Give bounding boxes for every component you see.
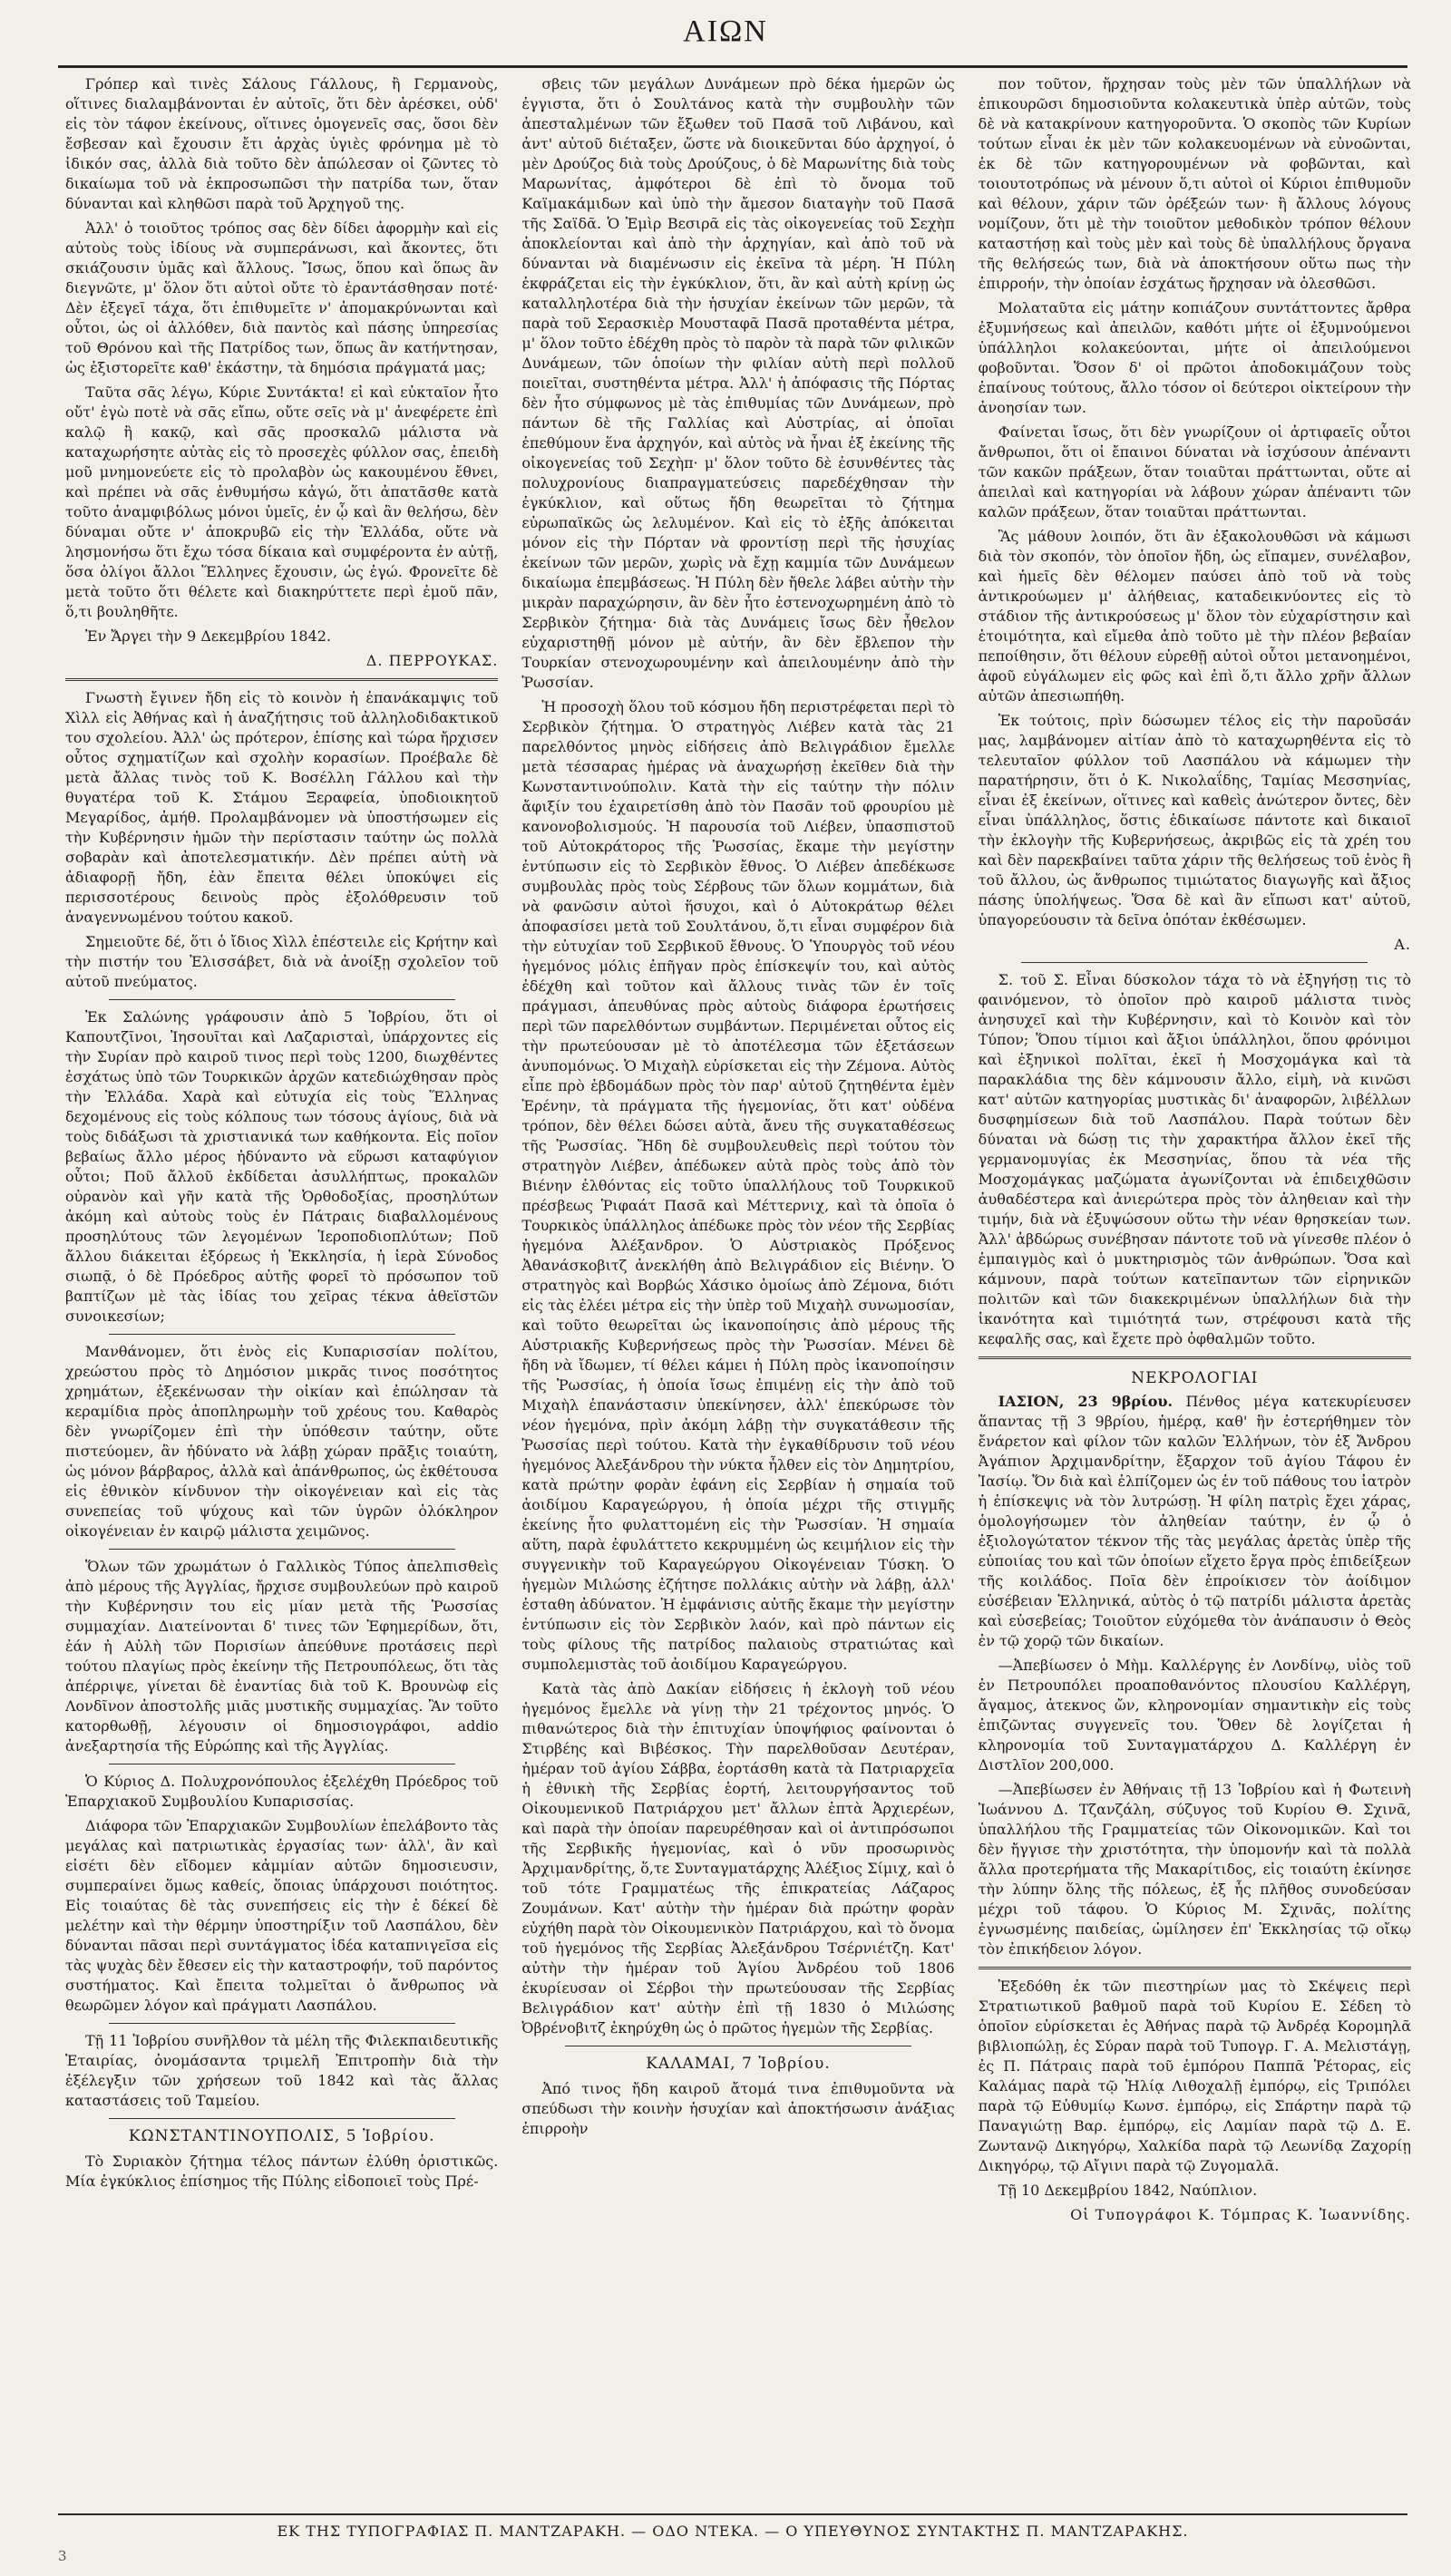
article-paragraph: Μανθάνομεν, ὅτι ἑνὸς εἰς Κυπαρισσίαν πολίτου, χρεώστου πρὸς τὸ Δημόσιον μικρᾶς τινος ποσότητος χρημάτων, ἐξεκένωσαν τὴν οἰκίαν καὶ ἐπώλησαν τὰ κεραμίδια πρὸς ἀποπληρωμὴν τοῦ χρέους του. Καθαρὸς δὲν γνωρίζομεν ἐπὶ τὴν ὑπόθεσιν ταύτην, οὔτε πιστεύομεν, ἂν ἠδύνατο νὰ λάβῃ χώραν πρᾶξις τοιαύτη, ὡς μόνον βάρβαρος, ἀλλὰ καὶ ἀπάνθρωπος, ὡς ἐκθέτουσα εἰς ἐθνικὸν κίνδυνον τὴν οἰκογένειαν καὶ εἰς τὰς συνεπείας τοῦ ψύχους καὶ τῶν ὑγρῶν ὁλόκληρον οἰκογένειαν ἐν καιρῷ μάλιστα χειμῶνος. <box>65 1343 499 1540</box>
article-paragraph: Ἐν Ἄργει τὴν 9 Δεκεμβρίου 1842. <box>85 627 332 645</box>
article-divider <box>109 1334 455 1335</box>
column-3 <box>979 74 1411 2486</box>
article-paragraph: Ἂς μάθουν λοιπόν, ὅτι ἂν ἐξακολουθῶσι νὰ κάμωσι διὰ τὸν σκοπόν, τὸν ὁποῖον ἤδη, ὡς εἴπαμεν, συνέλαβον, καὶ ἡμεῖς δὲν θέλομεν παύσει ἀπὸ τοῦ νὰ τοὺς ἀντικρούωμεν μ' ἀλήθειας, καταδεικνύοντες εἰς τὸ στάδιον τῆς ἀντικρούσεως μ' ὅλον τὸν εὐχαρίστησιν καὶ ἑτοιμότητα, καὶ εἴμεθα ἀπὸ τοῦτο μὲ τὴν πλέον βεβαίαν πεποίθησιν, ὅτι θέλουν εὑρεθῇ αὐτοὶ οὗτοι μετανοημένοι, ἀφοῦ εὐγάλωμεν εἰς φῶς καὶ ἐπὶ ὅ,τι ἄλλο χρῆν ἄλλων αὐτῶν ἀπεσιωπήθη. <box>978 528 1411 705</box>
masthead-rule <box>58 65 1407 68</box>
article-paragraph: Κατὰ τὰς ἀπὸ Δακίαν εἰδήσεις ἡ ἐκλογὴ τοῦ νέου ἡγεμόνος ἔμελλε νὰ γίνῃ τὴν 21 τρέχοντος μηνός. Ὁ πιθανώτερος διὰ τὴν ἐπιτυχίαν ὑποψήφιος φαίνονται ὁ Στιρβέης καὶ Βιβέσκος. Τὴν παρελθοῦσαν Δευτέραν, ἡμέραν τοῦ ἁγίου Σάββα, ἑορτάσθη κατὰ τὰ Πατριαρχεῖα ἡ ἐθνικὴ τῆς Σερβίας ἑορτή, λειτουργήσαντος τοῦ Οἰκουμενικοῦ Πατριάρχου μετ' ἄλλων ἑπτὰ Ἀρχιερέων, καὶ παρὰ τὴν ὁποίαν παρευρέθησαν καὶ οἱ ἀντιπρόσωποι τῆς Σερβικῆς ἡγεμονίας, καὶ ὁ νῦν προσωρινὸς Ἀρχιμανδρίτης, ὅ,τε Συνταγματάρχης Ἀλέξιος Σίμιχ, καὶ ὁ τοῦ τότε Γραμματέως τῆς ἐπικρατείας Λάζαρος Ζουμάνων. Κατ' αὐτὴν τὴν ἡμέραν διὰ πρώτην φορὰν εὐχήθη παρὰ τὸν Οἰκουμενικὸν Πατριάρχου, καὶ τὸ ὄνομα τοῦ ἡγεμόνος τῆς Σερβίας Ἀλεξάνδρου Τσέρνιέτζη. Κατ' αὐτὴν τὴν ἡμέραν τοῦ Ἁγίου Ἀνδρέου τοῦ 1806 ἐκυρίευσαν οἱ Σέρβοι τὴν πρωτεύουσαν τῆς Σερβίας Βελιγράδιον κατ' αὐτὴν ἐπὶ τῇ 1830 ὁ Μιλώσης Ὀβρένοβιτζ ἐκηρύχθη ὡς ὁ πρῶτος ἡγεμὼν τῆς Σερβίας. <box>521 1680 955 2036</box>
article-paragraph: Ἐξεδόθη ἐκ τῶν πιεστηρίων μας τὸ Σκέψεις περὶ Στρατιωτικοῦ βαθμοῦ παρὰ τοῦ Κυρίου Ε. Σέδεη τὸ ὁποῖον εὑρίσκεται ἐς Ἀθήνας παρὰ τῷ Ἀνδρέᾳ Κορομηλᾶ βιβλιοπώλῃ, ἐς Σύραν παρὰ τοῦ Τυπογρ. Γ. Α. Μελιστάγῃ, ἐς Π. Πάτραις παρὰ τοῦ ἐμπόρου Παππᾶ Ῥέτορας, εἰς Καλάμας παρὰ τῷ Ἠλίᾳ Λιθοχαλῇ ἐμπόρῳ, εἰς Τριπόλει παρὰ τῷ Εὐθυμίῳ Κωνσ. ἐμπόρῳ, εἰς Σπάρτην παρὰ τῷ Παναγιώτῃ Βαρ. ἐμπόρῳ, εἰς Λαμίαν παρὰ τῷ Δ. Ε. Ζωντανῷ Δικηγόρῳ, Χαλκίδα παρὰ τῷ Λεωνίδᾳ Ζαχορίῃ Δικηγόρῳ, τῷ Αἴγινι παρὰ τῷ Ζυγομαλᾶ. <box>978 1978 1411 2174</box>
article-paragraph: Γρόπερ καὶ τινὲς Σάλους Γάλλους, ἢ Γερμανοὺς, οἵτινες διαλαμβάνονται ἐν αὐτοῖς, ὅτι δὲν ἀρέσκει, οὐδ' εἰς τὸν τάφον ἐκείνους, οἵτινες ὁμογενεῖς σας, ὅσοι δὲν ἔσβεσαν καὶ ἔχουσιν ἔτι ἀρχὰς ὑγιὲς φρόνημα μὲ τὸ ἰδικόν σας, ἀλλὰ διὰ τοῦτο δὲν ἀπώλεσαν οἱ ζῶντες τὸ δικαίωμα τοῦ νὰ ἐκπροσωπῶσι τὴν πατρίδα των, ὅταν δύνανται καὶ κληθῶσι παρὰ τοῦ Ἀρχηγοῦ της. <box>65 75 499 212</box>
article-paragraph: —Ἀπεβίωσεν ἐν Ἀθήναις τῇ 13 Ἰοβρίου καὶ ἡ Φωτεινὴ Ἰωάννου Δ. Τζανζάλη, σύζυγος τοῦ Κυρίου Θ. Σχινᾶ, ὑπαλλήλου τῆς Γραμματείας τῶν Οἰκονομικῶν. Καὶ τοι δὲν ἤγγισε τὴν χριστότητα, τὴν ὑπομονήν καὶ τὰ πολλὰ ἄλλα προτερήματα τῆς Μακαρίτιδος, εἰς τοιαύτη ἐκίνησε τὴν λύπην ὅλης τῆς πόλεως, ἐξ ἧς πλῆθος συνοδεύσαν μέχρι τοῦ τάφου. Ὁ Κύριος Μ. Σχινᾶς, πολίτης ἐγνωσμένης παιδείας, ὡμίλησεν ἐπ' Ἐκκλησίας τῷ οἴκῳ τὸν ἐπικήδειον λόγον. <box>978 1781 1411 1958</box>
obituary-dateline: ΙΑΣΙΟΝ, 23 9βρίου. <box>998 1393 1173 1410</box>
article-paragraph: Σημειοῦτε δέ, ὅτι ὁ ἴδιος Χὶλλ ἐπέστειλε εἰς Κρήτην καὶ τὴν πιστήν του Ἐλισσάβετ, διὰ νὰ ἀνοίξῃ σχολεῖον τοῦ αὐτοῦ πνεύματος. <box>65 933 499 990</box>
article-paragraph: Ἐκ Σαλώνης γράφουσιν ἀπὸ 5 Ἰοβρίου, ὅτι οἱ Καπουτζῖνοι, Ἰησουῖται καὶ Λαζαρισταὶ, ὑπάρχοντες εἰς τὴν Συρίαν πρὸ καιροῦ τινος περὶ τοὺς 1200, διωχθέντες ἐσχάτως ὑπὸ τῶν Τουρκικῶν ἀρχῶν κατεδιώχθησαν πρὸς τὴν Ἑλλάδα. Χαρὰ καὶ εὐτυχία εἰς τοὺς Ἕλληνας δεχομένους εἰς τοὺς κόλπους των τόσους ἁγίους, διὰ νὰ τοὺς διδάξωσι τὰ χριστιανικά των καθήκοντα. Εἰς ποῖον βεβαίως ἄλλο μέρος ἠδύναντο νὰ εὕρωσι καταφύγιον οὗτοι; Ποῦ ἄλλοῦ ἐκδίδεται ἀσυλλήπτως, προκαλῶν οὐρανὸν καὶ γῆν κατὰ τῆς Ὀρθοδοξίας, προσηλύτων ἀκόμη καὶ αὐτοὺς τοὺς ἐν Πάτραις διαβαλλομένους προσηλύτους τῶν λεγομένων Ἱεροποδιοπλύτων; Ποῦ ἄλλου διάκειται ἐξόρεως ἡ Ἐκκλησία, ἡ ἱερὰ Σύνοδος σιωπᾷ, ὁ δὲ Πρόεδρος αὐτῆς φορεῖ τὸ πρόσωπον τοῦ βαπτίζων μὲ τὰς ἰδίας του χεῖρας τέκνα ἀθεϊστῶν συνοικεσίων; <box>65 1008 499 1325</box>
obituary-text: Πένθος μέγα κατεκυρίευσεν ἅπαντας τῇ 3 9βρίου, ἡμέρᾳ, καθ' ἣν ἐστερήθημεν τὸν ἔνάρετον καὶ φίλον τῶν καλῶν Ἑλλήνων, τὸν ἐξ Ἄνδρου Ἀγάπιον Ἀρχιμανδρίτην, ἔξαρχον τοῦ ἁγίου Τάφου ἐν Ἰασίῳ. Ὅν διὰ καὶ ἐλπίζομεν ὡς ἐν τοῦ πάθους του ἰατρὸν ἡ ἐπίσκεψις νὰ τὸν λυτρώσῃ. Ἡ φίλη πατρὶς ἔχει χάρας, ὁμολογήσωμεν τὸν ἀληθείαν ταύτην, ἐν ᾧ ὁ ἐξιολογώτατον τέκνον τῆς τὰς μεγάλας ἀρετὰς ὑπὲρ τῆς εὐποιίας του καὶ τῶν ὁποίων εἴχετο ἔργα πρὸς ἐπιδείξεων τῆς κοιλάδος. Ποῖα δὲν ἐπροίκισεν τὸν ἀοίδιμον εὐσέβειαν Ἑλληνικά, αὐτὸς ὁ τῷ πατρίδι μάλιστα ἀρετὰς καὶ εὐσεβείας; Τοιοῦτον εὐχόμεθα τὸν ἀνάπαυσιν ὁ Θεὸς ἐν τῷ χορῷ τῶν δικαίων. <box>978 1393 1411 1649</box>
article-divider <box>1021 962 1368 963</box>
article-paragraph: Τὸ Συριακὸν ζήτημα τέλος πάντων ἐλύθη ὁριστικῶς. Μία ἐγκύκλιος ἐπίσημος τῆς Πύλης εἰδοποιεῖ τοὺς Πρέ- <box>65 2153 499 2190</box>
section-heading: ΝΕΚΡΟΛΟΓΙΑΙ <box>1131 1369 1259 1387</box>
dateline-heading: ΚΑΛΑΜΑΙ, 7 Ἰοβρίου. <box>646 2055 831 2073</box>
article-divider <box>109 2023 455 2024</box>
article-paragraph: Ἐκ τούτοις, πρὶν δώσωμεν τέλος εἰς τὴν παροῦσάν μας, λαμβάνομεν αἰτίαν ἀπὸ τὸ καταχωρηθέντα εἰς τὸ τελευταῖον φύλλον τοῦ Λασπάλου νὰ κάμωμεν τὴν παρατήρησιν, ὅτι ὁ Κ. Νικολαΐδης, Ταμίας Μεσσηνίας, εἶναι ἐξ ἐκείνων, οἵτινες καὶ καθεὶς ἀνώτερον ὄντες, δὲν εἶναι ὑπάλληλος, ὅστις ἐδικαίωσε πάντοτε καὶ δικαιοῖ τὴν ἐκλογὴν τῆς Κυβερνήσεως, ἀκριβῶς εἰς τὰ χρέη του καὶ δὲν παρεκβαίνει ταῦτα χάριν τῆς θελήσεως τοῦ ἑνὸς ἢ τοῦ ἄλλου, ὡς ἄνθρωπος τιμιώτατος διαγωγῆς καὶ ἄξιος πάσης ὑπολήψεως. Ὅσα δὲ καὶ ἂν εἴπωσι κατ' αὐτοῦ, ὑπαγορεύουσιν τὰ δεῖνα ὁπόταν ἐκθέσωμεν. <box>978 712 1411 928</box>
imprint-line: ΕΚ ΤΗΣ ΤΥΠΟΓΡΑΦΙΑΣ Π. ΜΑΝΤΖΑΡΑΚΗ. — ΟΔΟ ΝΤΕΚΑ. — Ο ΥΠΕΥΘΥΝΟΣ ΣΥΝΤΑΚΤΗΣ Π. ΜΑΝΤΖΑΡΑΚΗΣ. <box>277 2523 1189 2540</box>
article-paragraph: Γνωστὴ ἔγινεν ἤδη εἰς τὸ κοινὸν ἡ ἐπανάκαμψις τοῦ Χὶλλ εἰς Ἀθήνας καὶ ἡ ἀναζήτησις τοῦ ἀλληλοδιδακτικοῦ του σχολείου. Ἀλλ' ὡς πρότερον, ἐπίσης καὶ τώρα ἤρχισεν οὗτος σχηματίζων καὶ σχολὴν κορασίων. Προέβαλε δὲ μετὰ ἄλλας τινὸς τοῦ Κ. Βοσέλλη Γάλλου καὶ τὴν θυγατέρα τοῦ Κ. Στάμου Ξεραφεία, ὑποδιοικητοῦ Μεγαρίδος, ἀμήθ. Προλαμβάνομεν νὰ ὑποστήσωμεν εἰς τὴν Κυβέρνησιν ἡμῶν τὴν περίστασιν ταύτην ὡς πολλὰ σοβαρὰν καὶ ἀποτελεσματικήν. Δὲν πρέπει αὐτὴ νὰ ἀδιαφορῇ ἤδη, ἐὰν ἔπειτα θέλει ὑποκύψει εἰς περισσοτέρους δεινοὺς πρὸς ἐξολόθρευσιν τοῦ ἀναγεννωμένου τούτου κακοῦ. <box>65 689 499 926</box>
column-1 <box>65 74 498 2486</box>
column-2 <box>521 74 954 2486</box>
article-paragraph: Ἀπό τινος ἤδη καιροῦ ἄτομά τινα ἐπιθυμοῦντα νὰ σπεύδωσι τὴν κοινὴν ἡσυχίαν καὶ ἀποκτήσωσιν ἀνάξιας ἐπιρροὴν <box>521 2080 955 2137</box>
article-paragraph: Τῇ 11 Ἰοβρίου συνῆλθον τὰ μέλη τῆς Φιλεκπαιδευτικῆς Ἑταιρίας, ὀνομάσαντα τριμελῆ Ἐπιτροπὴν διὰ τὴν ἐξέλεγξιν τῶν χρήσεων τοῦ 1842 καὶ τὰς ἄλλας καταστάσεις τοῦ Ταμείου. <box>65 2032 499 2109</box>
signature: Α. <box>1394 936 1411 953</box>
dateline-heading: ΚΩΝΣΤΑΝΤΙΝΟΥΠΟΛΙΣ, 5 Ἰοβρίου. <box>128 2127 435 2145</box>
article-columns <box>65 74 1411 2486</box>
article-paragraph: Ταῦτα σᾶς λέγω, Κύριε Συντάκτα! εἰ καὶ εὐκταῖον ἦτο οὔτ' ἐγὼ ποτὲ νὰ σᾶς εἴπω, οὔτε σεῖς νὰ μ' ἀνεφέρετε ἐπὶ καλῷ ἢ κακῷ, καὶ σᾶς προσκαλῶ μάλιστα νὰ καταχωρήσητε αὐτὰς εἰς τὸ προσεχὲς φύλλον σας, ἐπειδὴ μοῦ μνημονεύετε εἰς τὸ προλαβὸν ὡς κακουμένου ἔθνει, καὶ πρέπει νὰ σᾶς ἐνθυμήσω κἀγώ, ὅτι ἀπατᾶσθε κατὰ τοῦτο ἀναμφιβόλως μόνοι ὑμεῖς, ἐν ᾧ καὶ ἂν θελήσω, δὲν δύναμαι οὔτε ν' ἀποκρυβῶ εἰς τὴν Ἑλλάδα, οὔτε νὰ λησμονήσω ὅτι ἔχω τόσα δίκαια καὶ συμφέροντα ἐν αὐτῇ, ὅσα ὀλίγοι ἄλλοι Ἕλληνες ἔχουσιν, ὡς ἐγώ. Φρονεῖτε δὲ μετὰ τοῦτο ὅτι θέλετε καὶ διακηρύττετε περὶ ἐμοῦ πᾶν, ὅ,τι βουληθῆτε. <box>65 384 499 620</box>
section-divider <box>979 1967 1411 1969</box>
section-divider <box>65 678 498 681</box>
article-paragraph: Ἀλλ' ὁ τοιοῦτος τρόπος σας δὲν δίδει ἀφορμὴν καὶ εἰς αὐτοὺς τοὺς ἰδίους νὰ συμπεράνωσι, καὶ ἄκοντες, ὅτι σκιάζουσιν ὑμᾶς καὶ ἄλλους. Ἴσως, ὅπου καὶ ὅπως ἂν διεγνῶτε, μ' ὅλον ὅτι αὐτοὶ οὔτε τὸ ἐραντάσθησαν ποτέ· Δὲν ἐξεγεῖ τάχα, ὅτι ἐπιθυμεῖτε ν' ἀπομακρύνωνται καὶ οὗτοι, ὡς οἱ ἀλλόθεν, διὰ παντὸς καὶ πάσης ὑπηρεσίας τοῦ Θρόνου καὶ τῆς Πατρίδος των, ὅπως ἂν κατήντησαν, ὡς ἐξιστορεῖτε καθ' ἑκάστην, τὰ δημόσια πράγματά μας; <box>65 219 499 376</box>
masthead-title: ΑΙΩΝ <box>683 15 768 48</box>
article-paragraph: σβεις τῶν μεγάλων Δυνάμεων πρὸ δέκα ἡμερῶν ὡς ἐγγιστα, ὅτι ὁ Σουλτάνος κατὰ τὴν συμβουλὴν τῶν ἀπεσταλμένων τῶν ἔξωθεν τοῦ Πασᾶ τοῦ Λιβάνου, καὶ ἀντ' αὐτοῦ διέταξεν, ὥστε νὰ διοικεῦνται δύο ἀρχηγοί, ὁ μὲν Δρούζος διὰ τοὺς Δρούζους, ὁ δὲ Μαρωνίτης διὰ τοὺς Μαρωνίτας, ἀμφότεροι δὲ ἐπὶ τὸ ὄνομα τοῦ Καϊμακάμιδων καὶ ὑπὸ τὴν ἄμεσον διαταγὴν τοῦ Πασᾶ τῆς Σαϊδᾶ. Ὁ Ἐμὶρ Βεσιρᾶ εἰς τὰς οἰκογενείας τοῦ Σεχὴπ ἀποκλείονται καὶ ἀπὸ τὴν ἀρχηγίαν, καὶ ἀπὸ τοῦ νὰ δύνανται νὰ διαμένωσιν εἰς ἐκεῖνα τὰ μέρη. Ἡ Πύλη ἐκφράζεται εἰς τὴν ἐγκύκλιον, ὅτι, ἂν καὶ αὐτὴ κρίνῃ ὡς καταλληλοτέρα διὰ τὴν ἡσυχίαν ἐκείνων τῶν μερῶν, τὰ παρὰ τοῦ Σερασκιὲρ Μουσταφᾶ Πασᾶ προταθέντα μέτρα, μ' ὅλον τοῦτο ἐδέχθη πρὸς τὸ παρὸν τὰ παρὰ τῶν φιλικῶν Δυνάμεων, τῶν ὁποίων τὴν φιλίαν αὐτὴ περὶ πολλοῦ ποιεῖται, συστηθέντα μέτρα. Ἀλλ' ἡ ἀπόφασις τῆς Πόρτας δὲν ἦτο σύμφωνος μὲ τὰς ἐπιθυμίας τῶν Δυνάμεων, πρὸ πάντων δὲ τῆς Γαλλίας καὶ Αὐστρίας, αἱ ὁποῖαι ἐπεθύμουν ἕνα ἀρχηγόν, καὶ αὐτὸς νὰ ἦναι ἐξ ἐκείνης τῆς οἰκογενείας τοῦ Σεχὴπ· μ' ὅλον τοῦτο δὲ ἐσυνθέντες τὰς πολυχρονίους διαπραγματεύσεις παρεδέχθησαν τὴν ἐγκύκλιον, καὶ οὕτως ἤδη θεωρεῖται τὸ ζήτημα εὐρωπαϊκῶς ὡς λελυμένον. Καὶ εἰς τὸ ἑξῆς ἀπόκειται μόνον εἰς τὴν Πόρταν νὰ φροντίσῃ περὶ τῆς ἡσυχίας ἐκείνων τῶν μερῶν, χωρὶς νὰ ἔχῃ καμμία τῶν Δυνάμεων δικαίωμα ἐπεμβάσεως. Ἡ Πύλη δὲν ἤθελε λάβει αὐτὴν τὴν μικρὰν παραχώρησιν, ἂν δὲν ἦτο ἐστενοχωρημένη ἀπὸ τὸ Σερβικὸν ζήτημα· διὰ τὰς Δυνάμεις ἴσως δὲν ἦθελον εὐχαριστηθῇ μόνον μὲ αὐτήν, ἂν δὲν ἔβλεπον τὴν Τουρκίαν στενοχωρουμένην καὶ ἀπειλουμένην ἀπὸ τὴν Ῥωσσίαν. <box>521 75 955 691</box>
article-paragraph: Ὅλων τῶν χρωμάτων ὁ Γαλλικὸς Τύπος ἀπελπισθεὶς ἀπὸ μέρους τῆς Ἀγγλίας, ἤρχισε συμβουλεύων πρὸ καιροῦ τὴν Κυβέρνησιν του εἰς μίαν μετὰ τῆς Ῥωσσίας συμμαχίαν. Διατείνονται δ' τινες τῶν Ἐφημερίδων, ὅτι, ἐάν ἡ Αὐλὴ τῶν Πορισίων ἀπεύθυνε προτάσεις περὶ τούτου πλαγίως πρὸς ἐκείνην τῆς Πετρουπόλεως, ὅτι τὰς ἀπέρριψε, γίνεται δὲ ἐναντίας διὰ τοῦ Κ. Βρουνὼφ εἰς Λονδῖνον ἀποστολῆς μιᾶς μυστικῆς συμμαχίας. Ἂν τοῦτο κατορθωθῇ, λέγουσιν οἱ δημοσιογράφοι, addio ἀνεξαρτησία τῆς Εὐρώπης καὶ τῆς Ἀγγλίας. <box>65 1558 499 1755</box>
article-paragraph: Τῇ 10 Δεκεμβρίου 1842, Ναύπλιον. <box>998 2182 1258 2199</box>
article-paragraph: Ἡ προσοχὴ ὅλου τοῦ κόσμου ἤδη περιστρέφεται περὶ τὸ Σερβικὸν ζήτημα. Ὁ στρατηγὸς Λιέβεν κατὰ τὰς 21 παρελθόντος μηνὸς εἰδήσεις ἀπὸ Βελιγράδιον ἔμελλε μετὰ τέσσαρας ἡμέρας νὰ ἀναχωρήσῃ ἐκεῖθεν διὰ τὴν Κωνσταντινούπολιν. Κατὰ τὴν εἰς ταύτην τὴν πόλιν ἄφιξίν του ἐχαιρετίσθη ἀπὸ τὸν Πασᾶν τοῦ φρουρίου μὲ κανονοβολισμούς. Ἡ παρουσία τοῦ Λιέβεν, ὑπασπιστοῦ τοῦ Αὐτοκράτορος τῆς Ῥωσσίας, ἔκαμε τὴν μεγίστην ἐντύπωσιν εἰς τὸ Σερβικὸν ἔθνος. Ὁ Λιέβεν ἀπεδέκωσε συμβουλὰς πρὸς τοὺς Σέρβους τῶν ὅλων κομμάτων, διὰ νὰ φανῶσιν αὐτοὶ ἥσυχοι, καὶ ὁ Αὐτοκράτωρ θέλει ἀποφασίσει μετὰ τοῦ Σουλτάνου, ὅ,τι εἶναι συμφέρον διὰ τὴν εὐτυχίαν τοῦ Σερβικοῦ ἔθνους. Ὁ Ὑπουργὸς τοῦ νέου ἡγεμόνος μόλις ἐπῆγαν πρὸς ἐπίσκεψίν του, καὶ αὐτὸς ἐδέχθη καὶ τοῦτον καὶ ἄλλους τινὰς τῶν ἐν τοῖς πράγμασι, ἀπευθύνας πρὸς αὐτοὺς διάφορα ἐρωτήσεις περὶ τῶν παρελθόντων συμβάντων. Περιμένεται οὗτος εἰς τὴν πρωτεύουσαν μὲ τὸ ἀποτέλεσμα τῶν ἐξετάσεων ἀνυπομόνως. Ὁ Μιχαὴλ εὑρίσκεται εἰς τὴν Ζέμονα. Αὐτὸς εἶπε πρὸ ἑβδομάδων πρὸς τὸν παρ' αὐτοῦ ζητηθέντα ἐμὲν Ἐρένην, τὰ πράγματα τῆς ἡγεμονίας, ὅτι κατ' οὐδένα τρόπον, δὲν θέλει δώσει αὐτὰ, ἄνευ τῆς συγκαταθέσεως τῆς Ῥωσσίας. Ἤδη δὲ συμβουλευθεὶς περὶ τούτου τὸν στρατηγὸν Λιέβεν, ἀπέδωκεν αὐτὰ πρὸς τοὺς ἀπὸ τὸν Βιένην ἐλθόντας εἰς τοῦτο ὑπαλλήλους τοῦ Τουρκικοῦ πρέσβεως Ῥιφαάτ Πασᾶ καὶ Μέττερνιχ, καὶ τὰ ὁποῖα ὁ Τουρκικὸς ὑπάλληλος ἀπέδωκε πρὸς τὸν νέον τῆς Σερβίας ἡγεμόνα Ἀλέξανδρον. Ὁ Αὐστριακὸς Πρόξενος Ἀθανάσκοβιτζ ἀνεκλήθη ἀπὸ Βελιγράδιον εἰς Βιένην. Ὁ στρατηγὸς καὶ Βορβώς Χάσικο ὁμοίως ἀπὸ Ζέμονα, διότι εἰς τὰς ἐλέει μέτρα εἰς τὴν ὑπὲρ τοῦ Μιχαὴλ συνωμοσίαν, καὶ τοῦτο θεωρεῖται ὡς ἱκανοποίησις ἀπὸ μέρους τῆς Αὐστριακῆς Κυβερνήσεως πρὸς τὴν Ῥωσσίαν. Μένει δὲ ἤδη νὰ ἴδωμεν, τί θέλει κάμει ἡ Πύλη πρὸς ἱκανοποίησιν τῆς Ῥωσσίας, ἡ ὁποία ἴσως ἐπιμένῃ εἰς τὴν ἀπὸ τοῦ Μιχαὴλ ἐπανάστασιν ὑπεκίνησεν, ἀλλ' ἐπεκύρωσε τὸν νέον ἡγεμόνα, πρὶν ἀκόμη λάβῃ τὴν συγκατάθεσιν τῆς Ῥωσσίας περὶ τούτου. Κατὰ τὴν ἐγκαθίδρυσιν τοῦ νέου ἡγεμόνος Ἀλεξάνδρου τὴν νύκτα ἦλθεν εἰς τὸν Δημητρίου, κατὰ πρώτην φορὰν ἐφάνη εἰς Σερβίαν ἡ σημαία τοῦ ἀοιδίμου Καραγεώργου, ἡ ὁποία μέχρι τῆς στιγμῆς ἐκείνης ἦτο φυλαττομένη εἰς τὴν Ῥωσσίαν. Ἡ σημαία αὕτη, παρὰ ἐφυλάττετο κεκρυμμένη ὡς κειμήλιον εἰς τὴν συγγενικὴν τοῦ Καραγεώργου Οἰκογένειαν Τύσκη. Ὁ ἡγεμὼν Μιλώσης ἐζήτησε πολλάκις αὐτὴν νὰ λάβῃ, ἀλλ' ἐσταθη ἀδύνατον. Ἡ ἐμφάνισις αὐτῆς ἔκαμε τὴν μεγίστην ἐντύπωσιν εἰς τὸν Σερβικὸν λαόν, καὶ πρὸ πάντων εἰς τοὺς φίλους τῆς πατρίδος παλαιοὺς στρατιώτας καὶ συμπολεμιστὰς τοῦ ἀοιδίμου Καραγεώργου. <box>521 698 955 1673</box>
article-divider <box>109 1549 455 1550</box>
article-paragraph: Διάφορα τῶν Ἐπαρχιακῶν Συμβουλίων ἐπελάβοντο τὰς μεγάλας καὶ πατριωτικὰς ἐργασίας των· ἀλλ', ἂν καὶ εἰσέτι δὲν εἴδομεν κἀμμίαν αὐτῶν δημοσιευσιν, συμπεραίνει ὅμως καθείς, ὅποιας ὑπάρχουσι ποιότητος. Εἰς τοιαύτας δὲ τὰς συνεπήσεις εἰς τὴν ἐ δέκεί δὲ μελέτην καὶ τὴν θέρμην ὑποστηρίξιν τοῦ Λασπάλου, δὲν δύνανται πᾶσαι περὶ συντάγματος ἰδέα καταπνιγεῖσα εἰς τὰς ψυχὰς δὲν ἔθεσεν εἰς τὴν καταστροφήν, τοῦ παρόντος συστήματος. Καὶ ἔπειτα τολμεῖται ὁ ἄνθρωπος νὰ θεωρῶμεν λόγον καὶ πράγματι Λασπάλου. <box>65 1817 499 2014</box>
signature: Οἱ Τυπογράφοι Κ. Τόμπρας Κ. Ἰωαννίδης. <box>1070 2206 1411 2223</box>
article-divider <box>109 2118 455 2119</box>
article-paragraph: Ὁ Κύριος Δ. Πολυχρονόπουλος ἐξελέχθη Πρόεδρος τοῦ Ἐπαρχιακοῦ Συμβουλίου Κυπαρισσίας. <box>65 1773 499 1810</box>
obituary-paragraph <box>979 1392 1411 1651</box>
article-paragraph: Μολαταῦτα εἰς μάτην κοπιάζουν συντάττοντες ἄρθρα ἐξυμνήσεως καὶ ἀπειλῶν, καθότι μήτε οἱ ἐξυμνούμενοι ὑπάλληλοι κολακεύονται, μήτε οἱ ἀπειλούμενοι φοβοῦνται. Ὅσον δ' οἱ πρῶτοι ἀποδοκιμάζουν τοὺς ἐπαίνους τούτους, ἄλλο τόσον οἱ δεύτεροι οἰκτείρουν τὴν ἀνοησίαν των. <box>978 299 1411 416</box>
signature: Δ. ΠΕΡΡΟΥΚΑΣ. <box>365 652 499 669</box>
article-divider <box>109 999 455 1000</box>
imprint-rule <box>58 2513 1407 2515</box>
masthead <box>0 9 1451 54</box>
article-paragraph: —Ἀπεβίωσεν ὁ Μὴμ. Καλλέργης ἐν Λονδίνῳ, υἱὸς τοῦ ἐν Πετρουπόλει προαποθανόντος πλουσίου Καλλέργη, ἄγαμος, ἀτεκνος ὤν, κληρονομίαν σημαντικὴν εἰς τοὺς ἐπιζῶντας συγγενεῖς του. Ὅθεν δὲ λογίζεται ἡ κληρονομία τοῦ Συνταγματάρχου Δ. Καλλέργη ἐν Διστλῖον 200,000. <box>978 1657 1411 1774</box>
article-paragraph: πον τοῦτον, ἤρχησαν τοὺς μὲν τῶν ὑπαλλήλων νὰ ἐπικουρῶσι δημοσιοῦντα κολακευτικὰ ὑπὲρ αὐτῶν, τοὺς δὲ νὰ κατακρίνουν κατηγοροῦντα. Ὁ σκοπὸς τῶν Κυρίων τούτων εἶναι ἐκ μὲν τῶν κολακευομένων νὰ εὐνοῶνται, ἐκ δὲ τῶν κατηγορουμένων νὰ φοβῶνται, καὶ τοιουτοτρόπως νὰ μένουν ὅ,τι αὐτοὶ οἱ Κύριοι ἐπιθυμοῦν καὶ θέλουν, χάριν τῶν ὀρέξεών των· ἢ ἄλλους λόγους νομίζουν, ὅτι μὲ τὴν τοιοῦτον μεθοδικὸν τρόπον θέλουν καταστήσῃ καὶ τοὺς μὲν καὶ τοὺς δὲ ὑπαλλήλους ὄργανα τῆς θελήσεώς των, διὰ νὰ ἀποκτήσουν οὕτω πως τὴν ἐπιρροήν, τὴν ὁποίαν ἐσχάτως ἤρχησαν νὰ ὀλεσθῶσι. <box>978 75 1411 292</box>
page-mark: 3 <box>58 2548 69 2564</box>
article-paragraph: Σ. τοῦ Σ. Εἶναι δύσκολον τάχα τὸ νὰ ἐξηγήσῃ τις τὸ φαινόμενον, τὸ ὁποῖον πρὸ καιροῦ μάλιστα τινὸς ἀνησυχεῖ καὶ τὴν Κυβέρνησιν, καὶ τὸ Κοινὸν καὶ τὸν Τύπον; Ὅπου τίμιοι καὶ ἄξιοι ὑπάλληλοι, ὅπου φρόνιμοι καὶ ἐξηνικοὶ πολῖται, ἐκεῖ ἡ Μοσχομάγκα καὶ τὰ παρακλάδια της δὲν κάμνουσιν ἄλλο, εἰμὴ, νὰ κινῶσι κατ' αὐτῶν κατηγορίας μυστικὰς δι' ἀναφορῶν, λιβέλλων δυσφημίσεων διὰ τοῦ Λασπάλου. Παρὰ τούτων δὲν δύναται νὰ δώσῃ τις τὴν χαρακτήρα ἄλλον ἐκεῖ τῆς γερμανομυγίας ἐκ Μεσσηνίας, ὅπου τὰ νέα τῆς Μοσχομάγκας μαζώματα ἀγωνίζονται νὰ ἐπιδειχθῶσιν ἀυθαδέστερα καὶ ἀνιερώτερα πρὸς τὸν ἀληθειαν καὶ τὴν τιμήν, διὰ νὰ ἐξυψώσουν οὕτω τὴν νέαν θρησκείαν των. Ἀλλ' ἀβδώρως συνέβησαν πάντοτε τοῦ νὰ γίνεσθε πλέον ὁ ἐμπαιγμὸς καὶ ὁ μυκτηρισμὸς τῶν ἀνθρώπων. Ὅσα καὶ κάμνουν, παρὰ τούτων κατεῖπαντων τῶν εἰρηνικῶν πολιτῶν καὶ τῶν διακεκριμένων ὑπαλλήλων διὰ τὴν ἱκανότητα καὶ τιμιότητά των, στρέφουσι κατὰ τῆς κεφαλῆς σας, καὶ ἔχετε πρὸ ὀφθαλμῶν τοῦτο. <box>978 971 1411 1347</box>
article-paragraph: Φαίνεται ἴσως, ὅτι δὲν γνωρίζουν οἱ ἀρτιφαεῖς οὗτοι ἄνθρωποι, ὅτι οἱ ἔπαινοι δύναται νὰ ἰσχύσουν ἀπέναντι τῶν κακῶν πράξεων, ὅταν τοιαῦται πράττωνται, οὔτε αἱ ἀπειλαὶ καὶ κατηγορίαι νὰ λάβουν χώραν ἀπέναντι τῶν καλῶν πράξεων, ὅταν τοιαῦται πράττωνται. <box>978 423 1411 520</box>
section-divider <box>979 1356 1411 1359</box>
